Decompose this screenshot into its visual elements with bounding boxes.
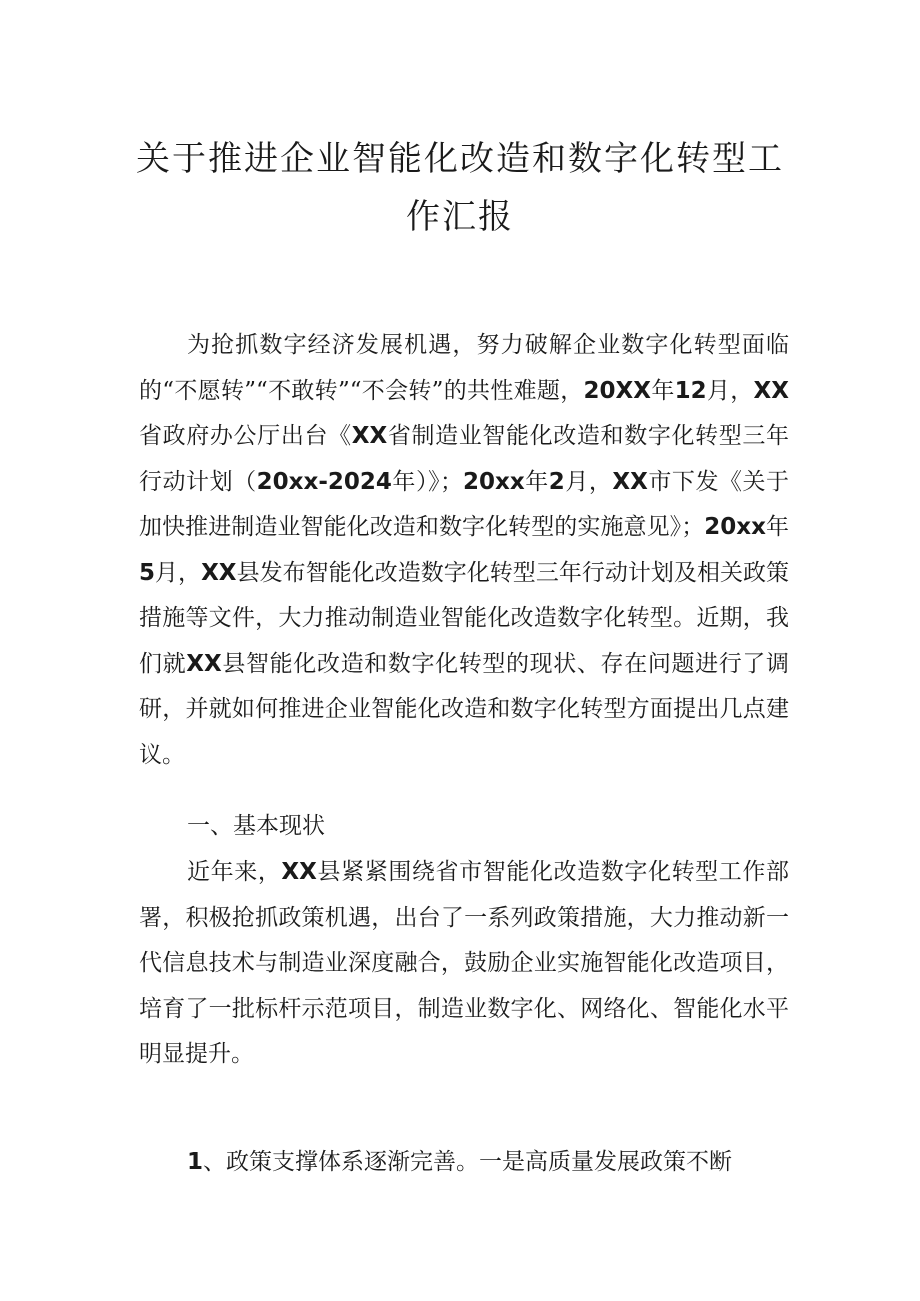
document-title-line-2: 作汇报 <box>406 197 514 237</box>
item-1-paragraph: 1、政策支撑体系逐渐完善。一是高质量发展政策不断 <box>187 1149 733 1175</box>
section-heading-basic-status: 一、基本现状 <box>187 813 325 839</box>
item-number: 1 <box>187 1149 204 1175</box>
section1-paragraph: 近年来，XX县紧紧围绕省市智能化改造数字化转型工作部署，积极抢抓政策机遇，出台了一系列政策措施，大力推动新一代信息技术与制造业深度融合，鼓励企业实施智能化改造项目，培育了一批标杆示范项目，制造业数字化、网络化、智能化水平明显提升。 <box>139 859 789 1067</box>
document-title-line-1: 关于推进企业智能化改造和数字化转型工 <box>136 139 784 179</box>
intro-paragraph: 为抢抓数字经济发展机遇，努力破解企业数字化转型面临的“不愿转”“不敢转”“不会转”的共性难题，20XX年12月，XX省政府办公厅出台《XX省制造业智能化改造和数字化转型三年行动计划（20xx-2024年）》；20xx年2月，XX市下发《关于加快推进制造业智能化改造和数字化转型的实施意见》；20xx年5月，XX县发布智能化改造数字化转型三年行动计划及相关政策措施等文件，大力推动制造业智能化改造数字化转型。近期，我们就XX县智能化改造和数字化转型的现状、存在问题进行了调研，并就如何推进企业智能化改造和数字化转型方面提出几点建议。 <box>139 332 790 768</box>
